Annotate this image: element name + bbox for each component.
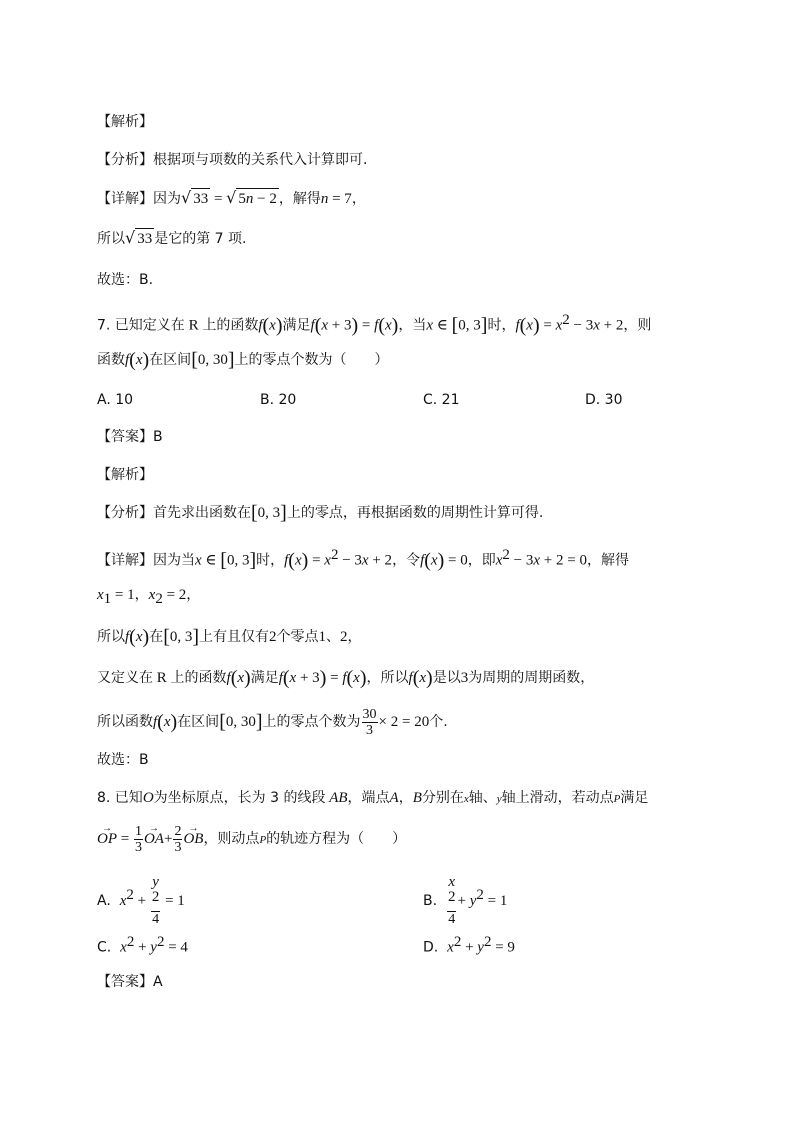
option-d-8: D. $x^2 + y^2 = 9$	[423, 934, 515, 956]
question-8-stem-2: → OP = $\frac{1}{3}$ → OA+ $\frac{2}{3}$ → OB，则动点P的轨迹方程为（ ）	[97, 822, 406, 857]
question-8-stem: 8. 已知O为坐标原点，长为 3 的线段 AB，端点A，B分别在x轴、y轴上滑动，若动点P满足	[97, 790, 649, 806]
detail-7: 【详解】因为当x ∈ [0, 3]时，$f(x) = x^2 - 3x + 2$，令f(x) = 0，即$x^2 - 3x + 2 = 0$，解得	[97, 547, 629, 572]
answer-7: 【答案】B	[97, 429, 163, 445]
analysis-6: 【分析】根据项与项数的关系代入计算即可.	[97, 152, 368, 168]
conclusion-6: 所以√ 33 是它的第 7 项.	[97, 228, 247, 247]
total-7: 所以函数f(x)在区间[0, 30]上的零点个数为 $\frac{30}{3}$ × 2 = 20个.	[97, 706, 448, 738]
jiexi-heading-7: 【解析】	[97, 467, 153, 483]
analysis-7: 【分析】首先求出函数在[0, 3]上的零点，再根据函数的周期性计算可得.	[97, 502, 544, 524]
detail-6: 【详解】因为√ 33 = √ 5n − 2 ，解得n = 7，	[97, 188, 366, 207]
period-7: 又定义在 R 上的函数f(x)满足f(x + 3) = f(x)，所以f(x)是以3为周期的周期函数，	[97, 667, 595, 689]
answer-8: 【答案】A	[97, 974, 163, 990]
question-7-stem-2: 函数f(x)在区间[0, 30]上的零点个数为（ ）	[97, 349, 389, 371]
roots-7: $x_1 = 1$，$x_2 = 2$，	[97, 587, 201, 607]
choice-6: 故选：B.	[97, 272, 154, 288]
option-b-8: B. x $^2$ 4 + $y^2 = 1$	[423, 874, 508, 927]
option-d-7: D. 30	[585, 392, 623, 408]
option-a-8: A. $x^2$ + y $^2$ 4 = 1	[97, 874, 185, 927]
option-c-7: C. 21	[423, 392, 460, 408]
option-a-7: A. 10	[97, 392, 134, 408]
option-b-7: B. 20	[260, 392, 297, 408]
question-7-stem: 7. 已知定义在 R 上的函数f(x)满足f(x + 3) = f(x)，当x ∈ [0, 3]时，$f(x) = x^2 - 3x + 2$，则	[97, 312, 652, 337]
zeros-count-7: 所以f(x)在[0, 3]上有且仅有2个零点1、2，	[97, 626, 362, 648]
jiexi-heading-6: 【解析】	[97, 114, 153, 130]
choice-7: 故选：B	[97, 752, 149, 768]
option-c-8: C. $x^2 + y^2 = 4$	[97, 934, 188, 956]
